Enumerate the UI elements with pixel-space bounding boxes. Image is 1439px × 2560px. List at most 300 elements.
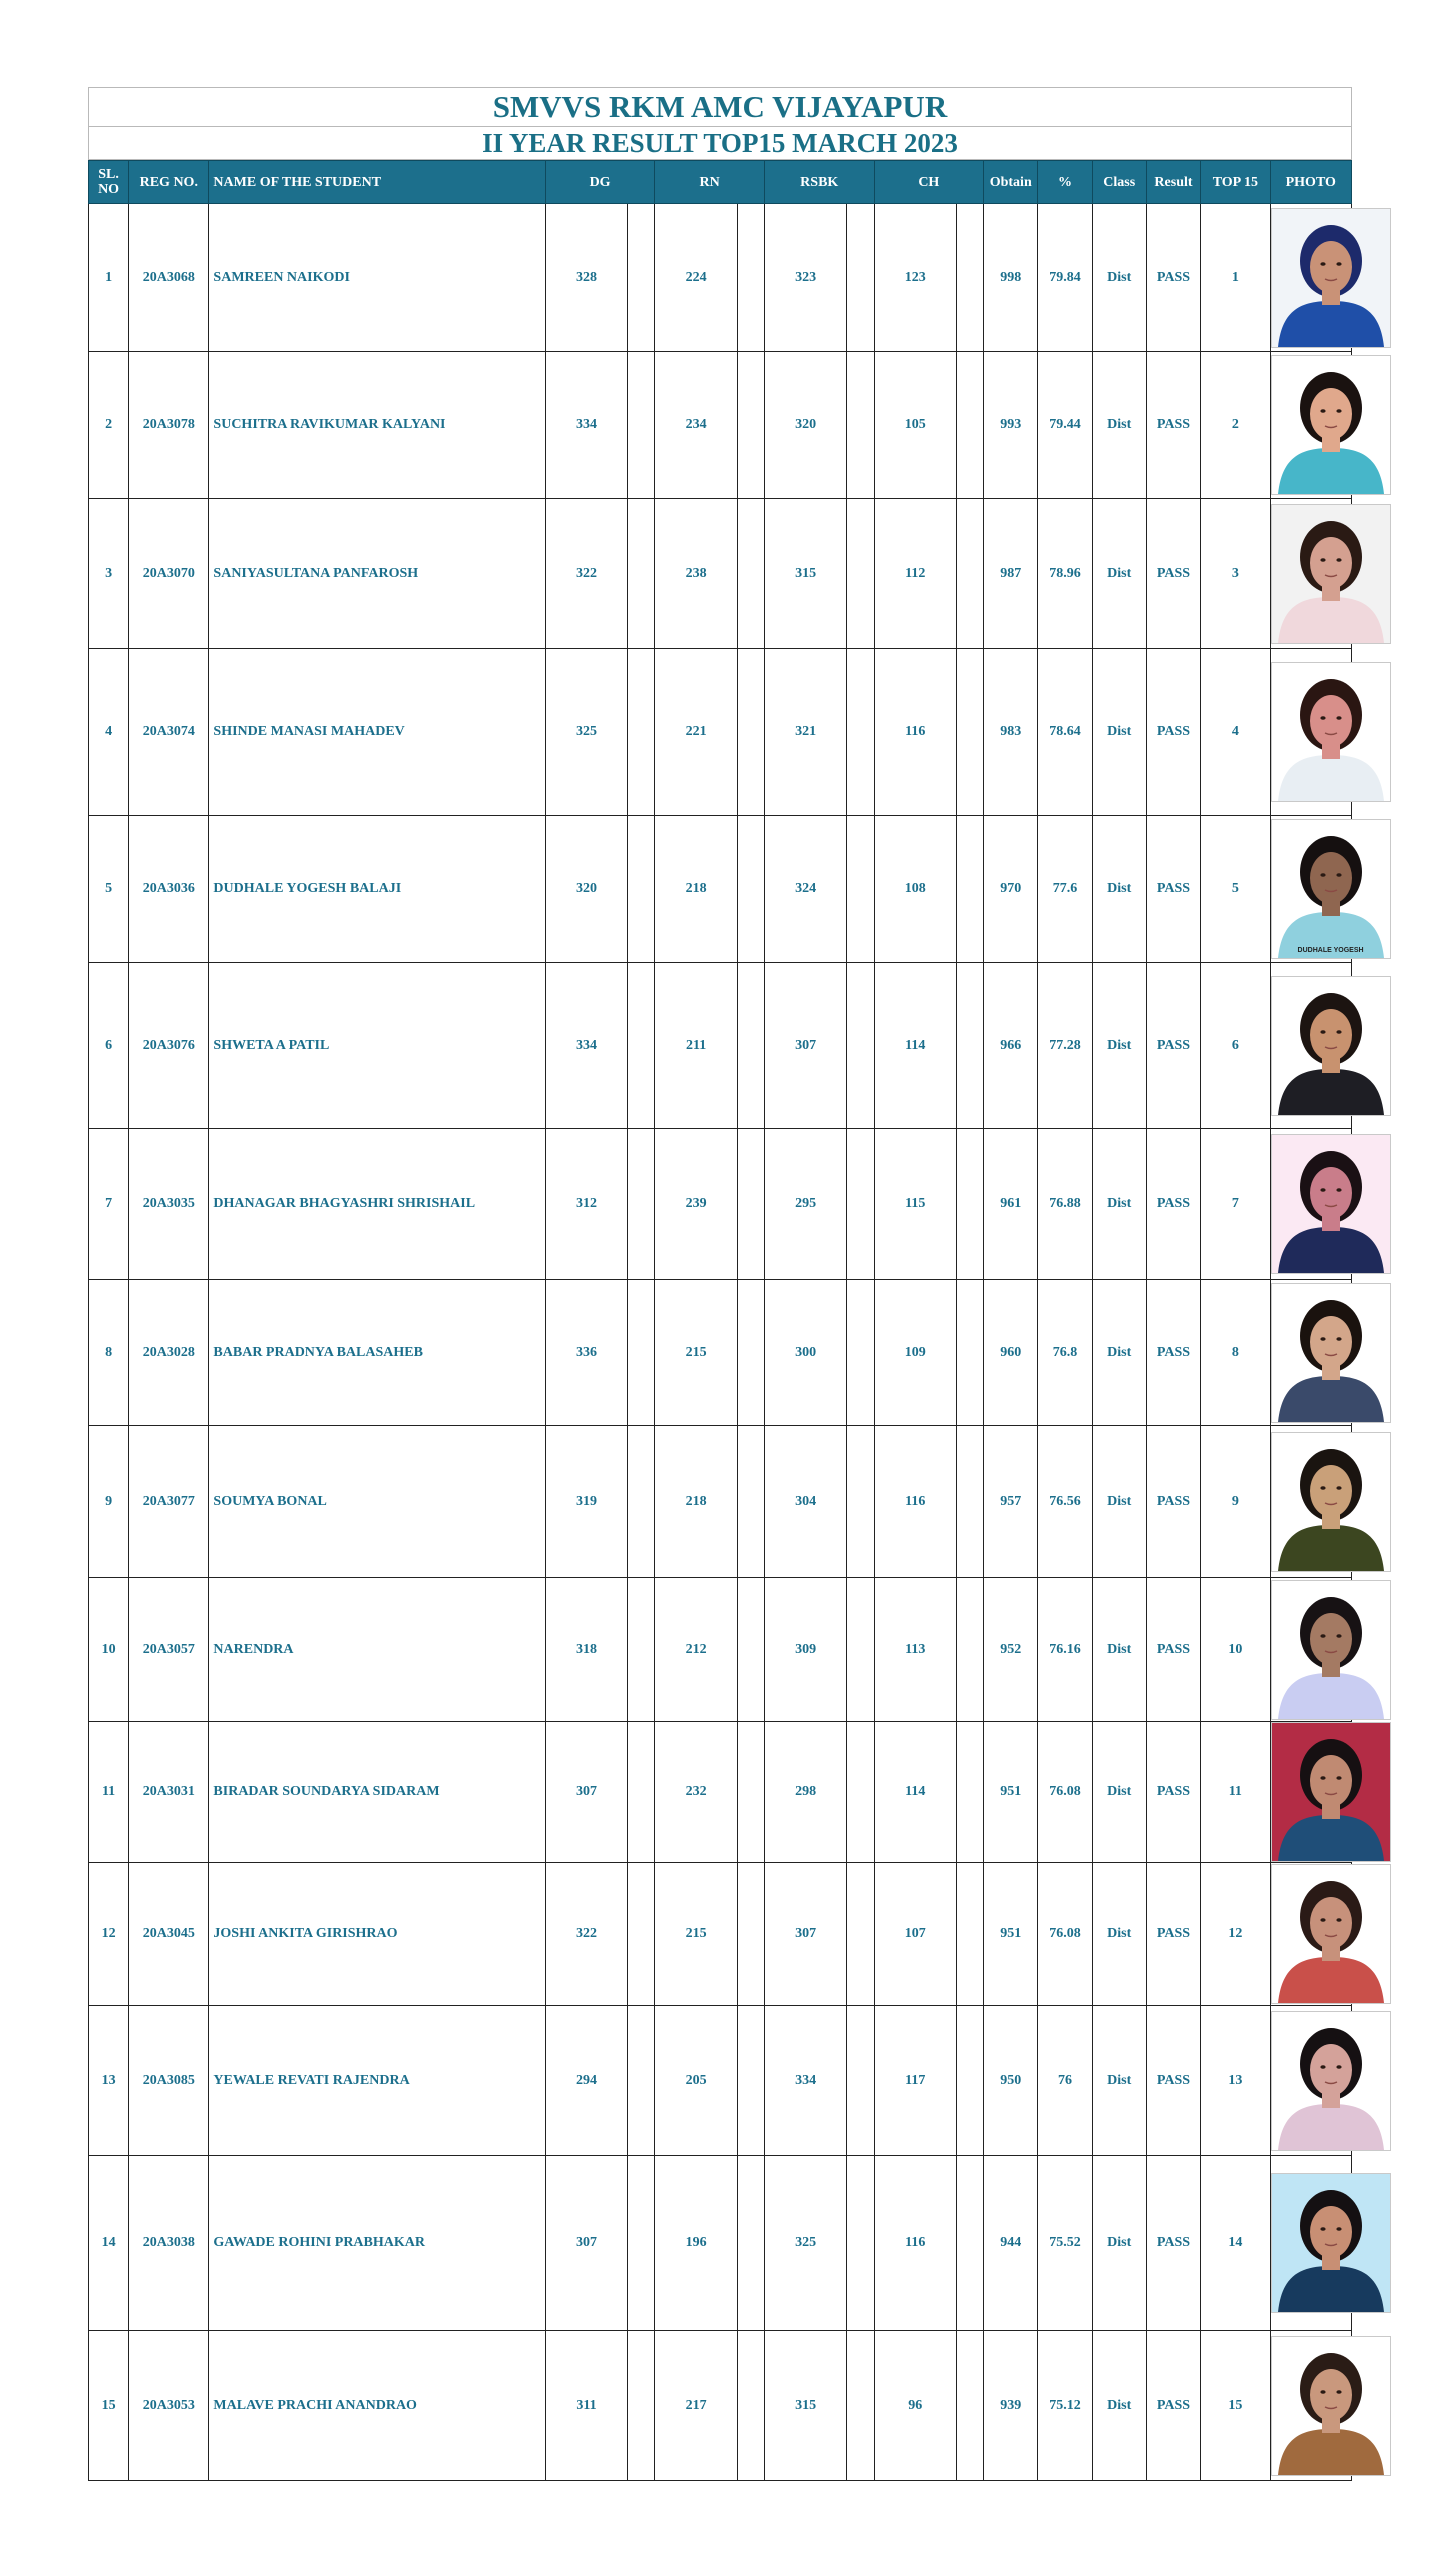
rsbk-blank-cell bbox=[847, 1722, 874, 1863]
obtain-cell: 950 bbox=[984, 2006, 1038, 2156]
class-cell: Dist bbox=[1092, 816, 1146, 963]
table-row bbox=[89, 2156, 1352, 2331]
student-name-cell: SAMREEN NAIKODI bbox=[209, 204, 545, 352]
table-row bbox=[89, 1426, 1352, 1578]
result-cell: PASS bbox=[1146, 1426, 1200, 1578]
photo-face bbox=[1310, 1316, 1352, 1368]
top-rank-cell: 10 bbox=[1201, 1578, 1270, 1722]
rn-blank-cell bbox=[737, 1426, 764, 1578]
obtain-cell: 961 bbox=[984, 1129, 1038, 1280]
top-rank-cell: 3 bbox=[1201, 499, 1270, 649]
top-rank-cell: 5 bbox=[1201, 816, 1270, 963]
top-rank-cell: 11 bbox=[1201, 1722, 1270, 1863]
dg-blank-cell bbox=[628, 963, 655, 1129]
photo-face bbox=[1310, 695, 1352, 747]
dg-marks-cell: 307 bbox=[545, 1722, 627, 1863]
rsbk-marks-cell: 320 bbox=[764, 352, 846, 499]
class-cell: Dist bbox=[1092, 2006, 1146, 2156]
obtain-cell: 960 bbox=[984, 1280, 1038, 1426]
photo-cell bbox=[1270, 1578, 1351, 1722]
photo-face bbox=[1310, 1167, 1352, 1219]
student-name-cell: DHANAGAR BHAGYASHRI SHRISHAIL bbox=[209, 1129, 545, 1280]
ch-blank-cell bbox=[956, 963, 983, 1129]
rsbk-blank-cell bbox=[847, 1280, 874, 1426]
rn-blank-cell bbox=[737, 1280, 764, 1426]
reg-no-cell: 20A3076 bbox=[129, 963, 209, 1129]
rn-marks-cell: 218 bbox=[655, 1426, 737, 1578]
photo-left-eye bbox=[1320, 873, 1325, 877]
ch-blank-cell bbox=[956, 2156, 983, 2331]
student-photo bbox=[1271, 2011, 1391, 2151]
obtain-cell: 944 bbox=[984, 2156, 1038, 2331]
class-cell: Dist bbox=[1092, 352, 1146, 499]
rsbk-marks-cell: 300 bbox=[764, 1280, 846, 1426]
photo-face bbox=[1310, 1613, 1352, 1665]
sl-cell: 15 bbox=[89, 2331, 129, 2481]
dg-marks-cell: 294 bbox=[545, 2006, 627, 2156]
photo-cell bbox=[1270, 352, 1351, 499]
student-photo bbox=[1271, 1722, 1391, 1862]
table-row bbox=[89, 649, 1352, 816]
dg-blank-cell bbox=[628, 1129, 655, 1280]
rsbk-marks-cell: 309 bbox=[764, 1578, 846, 1722]
student-photo bbox=[1271, 2336, 1391, 2476]
dg-marks-cell: 334 bbox=[545, 352, 627, 499]
rsbk-blank-cell bbox=[847, 1426, 874, 1578]
sl-cell: 1 bbox=[89, 204, 129, 352]
student-photo bbox=[1271, 1432, 1391, 1572]
sl-cell: 8 bbox=[89, 1280, 129, 1426]
table-row bbox=[89, 1578, 1352, 1722]
results-table bbox=[88, 160, 1364, 2481]
student-photo bbox=[1271, 976, 1391, 1116]
rsbk-blank-cell bbox=[847, 2331, 874, 2481]
table-row bbox=[89, 1129, 1352, 1280]
sl-cell: 9 bbox=[89, 1426, 129, 1578]
rsbk-blank-cell bbox=[847, 1578, 874, 1722]
sl-cell: 4 bbox=[89, 649, 129, 816]
class-cell: Dist bbox=[1092, 963, 1146, 1129]
dg-blank-cell bbox=[628, 1578, 655, 1722]
photo-left-eye bbox=[1320, 1918, 1325, 1922]
photo-left-eye bbox=[1320, 716, 1325, 720]
reg-no-cell: 20A3078 bbox=[129, 352, 209, 499]
sl-cell: 2 bbox=[89, 352, 129, 499]
result-cell: PASS bbox=[1146, 1578, 1200, 1722]
photo-cell bbox=[1270, 1722, 1351, 1863]
obtain-cell: 957 bbox=[984, 1426, 1038, 1578]
ch-marks-cell: 114 bbox=[874, 1722, 956, 1863]
col-header-result: Result bbox=[1146, 161, 1200, 204]
col-header-top: TOP 15 bbox=[1201, 161, 1270, 204]
ch-blank-cell bbox=[956, 352, 983, 499]
photo-right-eye bbox=[1336, 1776, 1341, 1780]
table-row bbox=[89, 1863, 1352, 2006]
result-cell: PASS bbox=[1146, 1863, 1200, 2006]
sl-cell: 11 bbox=[89, 1722, 129, 1863]
photo-cell bbox=[1270, 2006, 1351, 2156]
rsbk-marks-cell: 307 bbox=[764, 963, 846, 1129]
rn-marks-cell: 212 bbox=[655, 1578, 737, 1722]
rsbk-blank-cell bbox=[847, 2156, 874, 2331]
ch-marks-cell: 116 bbox=[874, 649, 956, 816]
reg-no-cell: 20A3036 bbox=[129, 816, 209, 963]
student-photo bbox=[1271, 1283, 1391, 1423]
top-rank-cell: 7 bbox=[1201, 1129, 1270, 1280]
sl-cell: 5 bbox=[89, 816, 129, 963]
reg-no-cell: 20A3074 bbox=[129, 649, 209, 816]
top-rank-cell: 12 bbox=[1201, 1863, 1270, 2006]
photo-left-eye bbox=[1320, 1634, 1325, 1638]
photo-right-eye bbox=[1336, 1337, 1341, 1341]
rn-marks-cell: 211 bbox=[655, 963, 737, 1129]
top-rank-cell: 15 bbox=[1201, 2331, 1270, 2481]
photo-cell bbox=[1270, 649, 1351, 816]
photo-face bbox=[1310, 1465, 1352, 1517]
photo-cell bbox=[1270, 1129, 1351, 1280]
table-row bbox=[89, 204, 1352, 352]
ch-blank-cell bbox=[956, 2331, 983, 2481]
percent-cell: 77.6 bbox=[1038, 816, 1092, 963]
photo-face bbox=[1310, 1009, 1352, 1061]
student-name-cell: SANIYASULTANA PANFAROSH bbox=[209, 499, 545, 649]
rsbk-marks-cell: 323 bbox=[764, 204, 846, 352]
rn-blank-cell bbox=[737, 499, 764, 649]
reg-no-cell: 20A3085 bbox=[129, 2006, 209, 2156]
rn-blank-cell bbox=[737, 2156, 764, 2331]
ch-marks-cell: 105 bbox=[874, 352, 956, 499]
ch-marks-cell: 116 bbox=[874, 2156, 956, 2331]
sl-cell: 7 bbox=[89, 1129, 129, 1280]
reg-no-cell: 20A3053 bbox=[129, 2331, 209, 2481]
ch-marks-cell: 108 bbox=[874, 816, 956, 963]
percent-cell: 75.12 bbox=[1038, 2331, 1092, 2481]
col-header-dg: DG bbox=[545, 161, 655, 204]
ch-marks-cell: 114 bbox=[874, 963, 956, 1129]
dg-blank-cell bbox=[628, 2156, 655, 2331]
ch-marks-cell: 113 bbox=[874, 1578, 956, 1722]
photo-right-eye bbox=[1336, 1188, 1341, 1192]
rsbk-blank-cell bbox=[847, 963, 874, 1129]
ch-blank-cell bbox=[956, 499, 983, 649]
obtain-cell: 951 bbox=[984, 1863, 1038, 2006]
ch-blank-cell bbox=[956, 1578, 983, 1722]
photo-cell bbox=[1270, 963, 1351, 1129]
photo-left-eye bbox=[1320, 1486, 1325, 1490]
ch-marks-cell: 116 bbox=[874, 1426, 956, 1578]
class-cell: Dist bbox=[1092, 1426, 1146, 1578]
rn-blank-cell bbox=[737, 2331, 764, 2481]
photo-cell bbox=[1270, 1863, 1351, 2006]
rsbk-marks-cell: 325 bbox=[764, 2156, 846, 2331]
sl-cell: 14 bbox=[89, 2156, 129, 2331]
result-cell: PASS bbox=[1146, 1722, 1200, 1863]
rsbk-blank-cell bbox=[847, 2006, 874, 2156]
reg-no-cell: 20A3045 bbox=[129, 1863, 209, 2006]
table-body bbox=[89, 204, 1364, 2481]
photo-face bbox=[1310, 852, 1352, 904]
top-rank-cell: 9 bbox=[1201, 1426, 1270, 1578]
dg-blank-cell bbox=[628, 352, 655, 499]
result-cell: PASS bbox=[1146, 963, 1200, 1129]
dg-marks-cell: 334 bbox=[545, 963, 627, 1129]
ch-blank-cell bbox=[956, 816, 983, 963]
student-name-cell: JOSHI ANKITA GIRISHRAO bbox=[209, 1863, 545, 2006]
result-cell: PASS bbox=[1146, 816, 1200, 963]
class-cell: Dist bbox=[1092, 1722, 1146, 1863]
class-cell: Dist bbox=[1092, 1863, 1146, 2006]
student-name-cell: MALAVE PRACHI ANANDRAO bbox=[209, 2331, 545, 2481]
rn-marks-cell: 221 bbox=[655, 649, 737, 816]
col-header-ch: CH bbox=[874, 161, 984, 204]
percent-cell: 76.88 bbox=[1038, 1129, 1092, 1280]
photo-left-eye bbox=[1320, 1776, 1325, 1780]
percent-cell: 76.8 bbox=[1038, 1280, 1092, 1426]
rn-marks-cell: 232 bbox=[655, 1722, 737, 1863]
percent-cell: 79.44 bbox=[1038, 352, 1092, 499]
rn-marks-cell: 215 bbox=[655, 1280, 737, 1426]
photo-left-eye bbox=[1320, 1030, 1325, 1034]
photo-left-eye bbox=[1320, 2227, 1325, 2231]
obtain-cell: 966 bbox=[984, 963, 1038, 1129]
student-name-cell: YEWALE REVATI RAJENDRA bbox=[209, 2006, 545, 2156]
dg-marks-cell: 311 bbox=[545, 2331, 627, 2481]
result-cell: PASS bbox=[1146, 499, 1200, 649]
sl-cell: 3 bbox=[89, 499, 129, 649]
rn-blank-cell bbox=[737, 963, 764, 1129]
photo-face bbox=[1310, 2369, 1352, 2421]
ch-marks-cell: 96 bbox=[874, 2331, 956, 2481]
photo-right-eye bbox=[1336, 1030, 1341, 1034]
photo-caption: DUDHALE YOGESH bbox=[1297, 947, 1364, 954]
percent-cell: 76.08 bbox=[1038, 1722, 1092, 1863]
rsbk-marks-cell: 315 bbox=[764, 499, 846, 649]
photo-cell bbox=[1270, 2156, 1351, 2331]
dg-blank-cell bbox=[628, 1722, 655, 1863]
ch-blank-cell bbox=[956, 204, 983, 352]
rn-blank-cell bbox=[737, 1722, 764, 1863]
photo-left-eye bbox=[1320, 1188, 1325, 1192]
percent-cell: 77.28 bbox=[1038, 963, 1092, 1129]
student-photo bbox=[1271, 662, 1391, 802]
ch-blank-cell bbox=[956, 1129, 983, 1280]
obtain-cell: 970 bbox=[984, 816, 1038, 963]
percent-cell: 76.16 bbox=[1038, 1578, 1092, 1722]
photo-right-eye bbox=[1336, 558, 1341, 562]
rsbk-blank-cell bbox=[847, 1863, 874, 2006]
table-header-row bbox=[89, 161, 1352, 204]
dg-marks-cell: 336 bbox=[545, 1280, 627, 1426]
student-name-cell: SHINDE MANASI MAHADEV bbox=[209, 649, 545, 816]
class-cell: Dist bbox=[1092, 2156, 1146, 2331]
class-cell: Dist bbox=[1092, 499, 1146, 649]
reg-no-cell: 20A3038 bbox=[129, 2156, 209, 2331]
table-row bbox=[89, 2006, 1352, 2156]
photo-left-eye bbox=[1320, 262, 1325, 266]
percent-cell: 76.08 bbox=[1038, 1863, 1092, 2006]
photo-right-eye bbox=[1336, 409, 1341, 413]
top-rank-cell: 6 bbox=[1201, 963, 1270, 1129]
sl-cell: 12 bbox=[89, 1863, 129, 2006]
dg-marks-cell: 307 bbox=[545, 2156, 627, 2331]
student-name-cell: NARENDRA bbox=[209, 1578, 545, 1722]
student-photo bbox=[1271, 2173, 1391, 2313]
photo-right-eye bbox=[1336, 1634, 1341, 1638]
obtain-cell: 987 bbox=[984, 499, 1038, 649]
dg-blank-cell bbox=[628, 1863, 655, 2006]
photo-face bbox=[1310, 2044, 1352, 2096]
result-cell: PASS bbox=[1146, 1129, 1200, 1280]
obtain-cell: 998 bbox=[984, 204, 1038, 352]
obtain-cell: 983 bbox=[984, 649, 1038, 816]
photo-face bbox=[1310, 241, 1352, 293]
rsbk-marks-cell: 295 bbox=[764, 1129, 846, 1280]
student-name-cell: DUDHALE YOGESH BALAJI bbox=[209, 816, 545, 963]
rn-blank-cell bbox=[737, 1863, 764, 2006]
percent-cell: 76.56 bbox=[1038, 1426, 1092, 1578]
photo-left-eye bbox=[1320, 2065, 1325, 2069]
student-name-cell: BIRADAR SOUNDARYA SIDARAM bbox=[209, 1722, 545, 1863]
result-cell: PASS bbox=[1146, 204, 1200, 352]
col-header-rsbk: RSBK bbox=[764, 161, 874, 204]
col-header-sl: SL. NO bbox=[89, 161, 129, 204]
sl-cell: 10 bbox=[89, 1578, 129, 1722]
ch-blank-cell bbox=[956, 2006, 983, 2156]
rsbk-marks-cell: 324 bbox=[764, 816, 846, 963]
obtain-cell: 952 bbox=[984, 1578, 1038, 1722]
ch-marks-cell: 117 bbox=[874, 2006, 956, 2156]
col-header-photo: PHOTO bbox=[1270, 161, 1351, 204]
dg-marks-cell: 319 bbox=[545, 1426, 627, 1578]
top-rank-cell: 13 bbox=[1201, 2006, 1270, 2156]
top-rank-cell: 4 bbox=[1201, 649, 1270, 816]
rsbk-marks-cell: 334 bbox=[764, 2006, 846, 2156]
rsbk-blank-cell bbox=[847, 649, 874, 816]
result-cell: PASS bbox=[1146, 352, 1200, 499]
rsbk-marks-cell: 304 bbox=[764, 1426, 846, 1578]
rn-marks-cell: 196 bbox=[655, 2156, 737, 2331]
dg-blank-cell bbox=[628, 816, 655, 963]
result-cell: PASS bbox=[1146, 2006, 1200, 2156]
student-photo bbox=[1271, 355, 1391, 495]
ch-marks-cell: 109 bbox=[874, 1280, 956, 1426]
student-photo bbox=[1271, 1580, 1391, 1720]
dg-blank-cell bbox=[628, 204, 655, 352]
ch-marks-cell: 123 bbox=[874, 204, 956, 352]
photo-right-eye bbox=[1336, 1486, 1341, 1490]
ch-blank-cell bbox=[956, 1722, 983, 1863]
sl-cell: 6 bbox=[89, 963, 129, 1129]
photo-right-eye bbox=[1336, 2227, 1341, 2231]
rn-blank-cell bbox=[737, 1129, 764, 1280]
table-row bbox=[89, 816, 1352, 963]
ch-blank-cell bbox=[956, 1280, 983, 1426]
class-cell: Dist bbox=[1092, 204, 1146, 352]
col-header-name: NAME OF THE STUDENT bbox=[209, 161, 545, 204]
dg-blank-cell bbox=[628, 2006, 655, 2156]
photo-left-eye bbox=[1320, 558, 1325, 562]
dg-blank-cell bbox=[628, 2331, 655, 2481]
ch-marks-cell: 115 bbox=[874, 1129, 956, 1280]
rsbk-blank-cell bbox=[847, 1129, 874, 1280]
photo-right-eye bbox=[1336, 1918, 1341, 1922]
table-row bbox=[89, 1722, 1352, 1863]
obtain-cell: 993 bbox=[984, 352, 1038, 499]
col-header-rn: RN bbox=[655, 161, 765, 204]
student-name-cell: BABAR PRADNYA BALASAHEB bbox=[209, 1280, 545, 1426]
student-name-cell: SHWETA A PATIL bbox=[209, 963, 545, 1129]
ch-blank-cell bbox=[956, 1426, 983, 1578]
rn-blank-cell bbox=[737, 204, 764, 352]
student-name-cell: SUCHITRA RAVIKUMAR KALYANI bbox=[209, 352, 545, 499]
dg-marks-cell: 322 bbox=[545, 1863, 627, 2006]
rsbk-marks-cell: 321 bbox=[764, 649, 846, 816]
photo-cell bbox=[1270, 2331, 1351, 2481]
result-cell: PASS bbox=[1146, 2156, 1200, 2331]
table-row bbox=[89, 1280, 1352, 1426]
student-photo bbox=[1271, 208, 1391, 348]
photo-face bbox=[1310, 388, 1352, 440]
dg-marks-cell: 325 bbox=[545, 649, 627, 816]
obtain-cell: 951 bbox=[984, 1722, 1038, 1863]
rn-blank-cell bbox=[737, 649, 764, 816]
photo-cell bbox=[1270, 1426, 1351, 1578]
dg-marks-cell: 312 bbox=[545, 1129, 627, 1280]
class-cell: Dist bbox=[1092, 1578, 1146, 1722]
photo-left-eye bbox=[1320, 2390, 1325, 2394]
photo-face bbox=[1310, 1897, 1352, 1949]
photo-cell bbox=[1270, 204, 1351, 352]
result-cell: PASS bbox=[1146, 1280, 1200, 1426]
rn-marks-cell: 234 bbox=[655, 352, 737, 499]
rsbk-blank-cell bbox=[847, 352, 874, 499]
reg-no-cell: 20A3070 bbox=[129, 499, 209, 649]
student-photo bbox=[1271, 819, 1391, 959]
photo-cell bbox=[1270, 499, 1351, 649]
student-name-cell: SOUMYA BONAL bbox=[209, 1426, 545, 1578]
class-cell: Dist bbox=[1092, 1280, 1146, 1426]
percent-cell: 75.52 bbox=[1038, 2156, 1092, 2331]
dg-marks-cell: 322 bbox=[545, 499, 627, 649]
result-cell: PASS bbox=[1146, 649, 1200, 816]
rn-blank-cell bbox=[737, 816, 764, 963]
rn-blank-cell bbox=[737, 1578, 764, 1722]
rn-marks-cell: 224 bbox=[655, 204, 737, 352]
rsbk-marks-cell: 307 bbox=[764, 1863, 846, 2006]
rn-blank-cell bbox=[737, 352, 764, 499]
dg-marks-cell: 320 bbox=[545, 816, 627, 963]
photo-right-eye bbox=[1336, 873, 1341, 877]
rsbk-blank-cell bbox=[847, 204, 874, 352]
sheet-subtitle: II YEAR RESULT TOP15 MARCH 2023 bbox=[88, 126, 1352, 160]
sheet-title: SMVVS RKM AMC VIJAYAPUR bbox=[88, 87, 1352, 126]
ch-blank-cell bbox=[956, 1863, 983, 2006]
class-cell: Dist bbox=[1092, 2331, 1146, 2481]
ch-marks-cell: 107 bbox=[874, 1863, 956, 2006]
percent-cell: 79.84 bbox=[1038, 204, 1092, 352]
top-rank-cell: 8 bbox=[1201, 1280, 1270, 1426]
table-row bbox=[89, 352, 1352, 499]
rn-marks-cell: 218 bbox=[655, 816, 737, 963]
photo-right-eye bbox=[1336, 2065, 1341, 2069]
photo-face bbox=[1310, 1755, 1352, 1807]
reg-no-cell: 20A3068 bbox=[129, 204, 209, 352]
sl-cell: 13 bbox=[89, 2006, 129, 2156]
rsbk-blank-cell bbox=[847, 499, 874, 649]
ch-marks-cell: 112 bbox=[874, 499, 956, 649]
student-photo bbox=[1271, 1864, 1391, 2004]
top-rank-cell: 14 bbox=[1201, 2156, 1270, 2331]
